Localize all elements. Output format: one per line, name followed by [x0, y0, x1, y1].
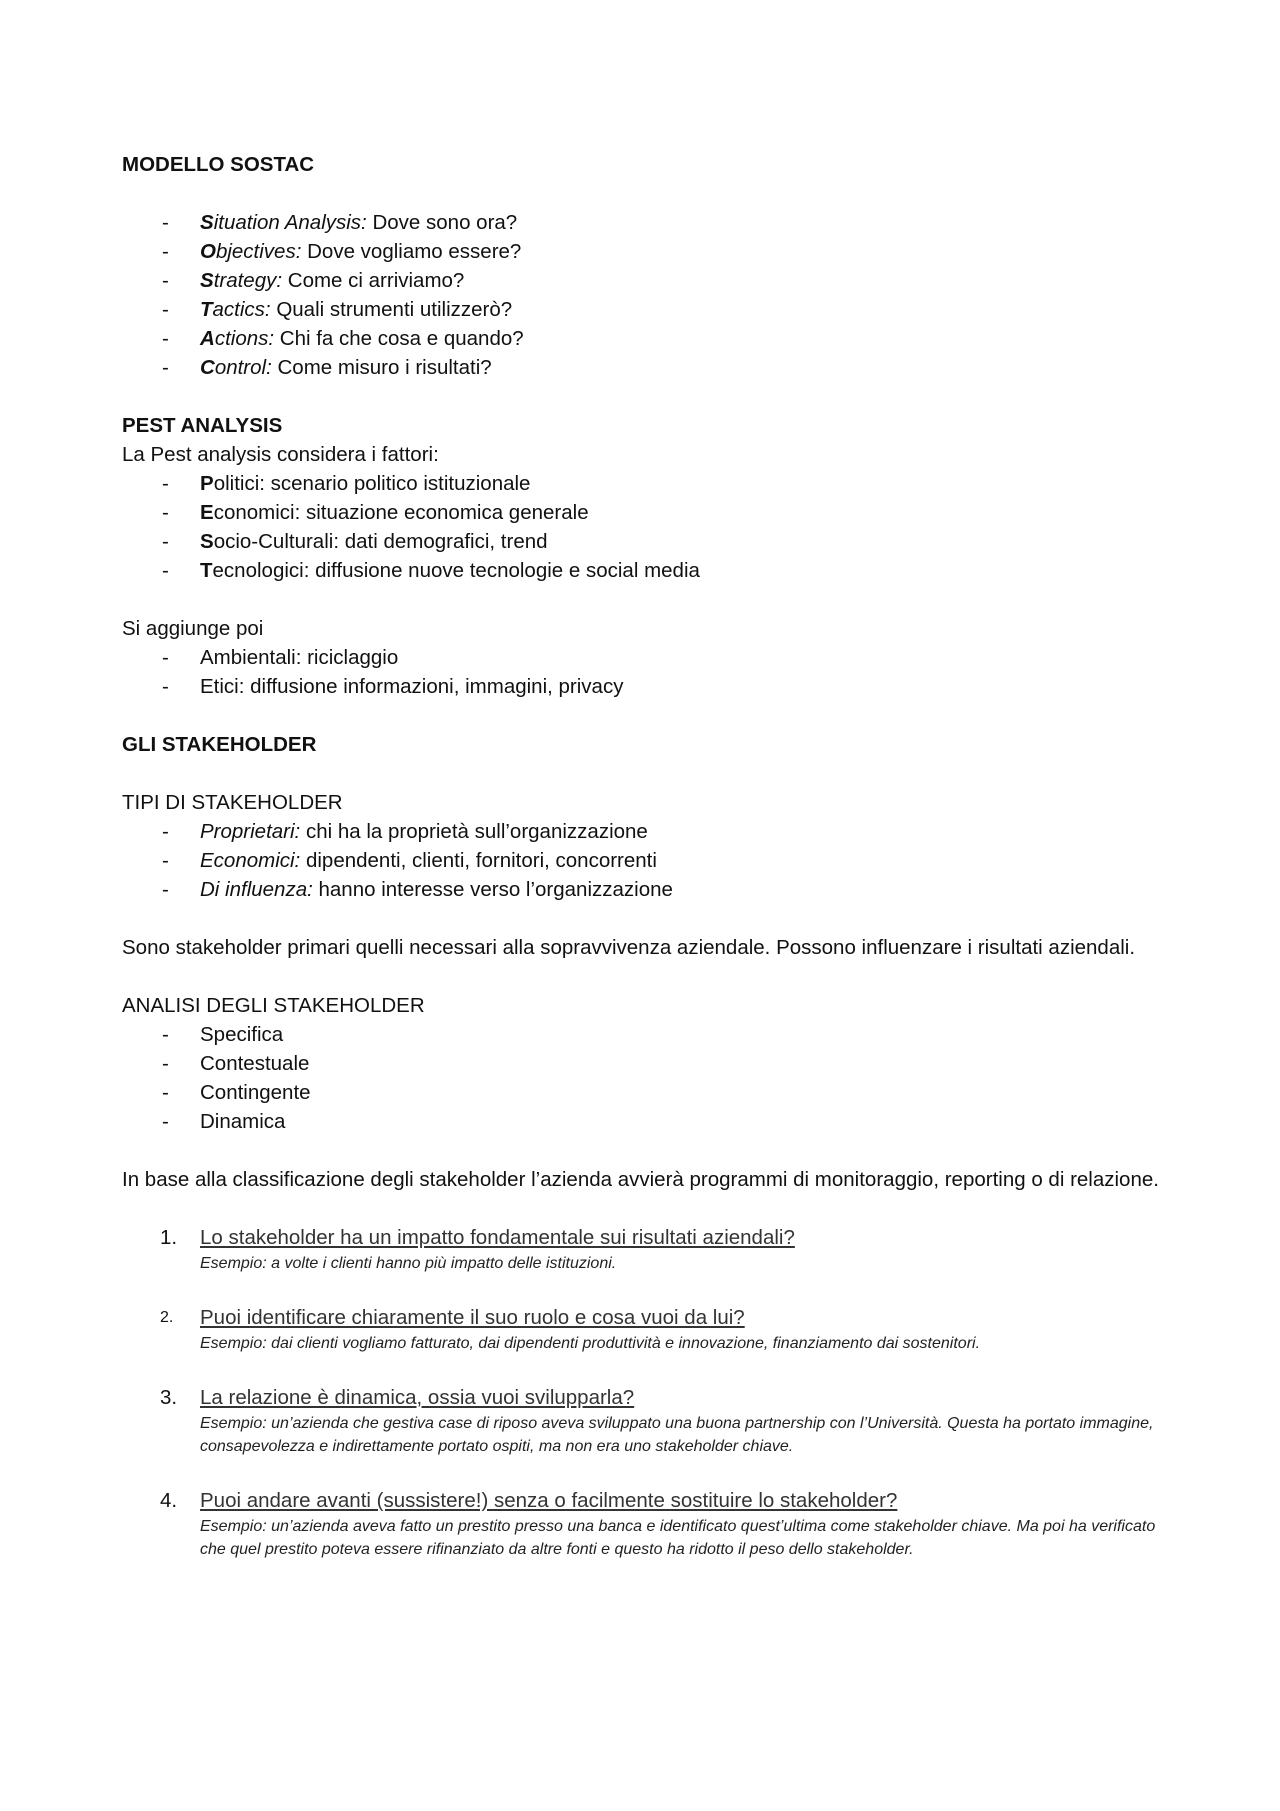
- list-item: - Control: Come misuro i risultati?: [122, 353, 1162, 382]
- stakeholder-questions-list: [122, 1223, 1162, 1561]
- question-item: [122, 1486, 1162, 1561]
- list-item: - Socio-Culturali: dati demografici, trend: [122, 527, 1162, 556]
- list-item: - Dinamica: [122, 1107, 1162, 1136]
- question-text: Puoi andare avanti (sussistere!) senza o facilmente sostituire lo stakeholder?: [200, 1489, 898, 1512]
- question-example: Esempio: un’azienda che gestiva case di riposo aveva sviluppato una buona partnership con l’Università. Questa ha portato immagine, consapevolezza e indirettamente portato ospiti, ma non era uno stakeholder chiave.: [200, 1415, 1154, 1455]
- question-item: [122, 1223, 1162, 1275]
- question-example: Esempio: un’azienda aveva fatto un prestito presso una banca e identificato quest’ultima come stakeholder chiave. Ma poi ha verificato che quel prestito poteva essere rifinanziato da altre fonti e questo ha ridotto il peso dello stakeholder.: [200, 1518, 1156, 1558]
- list-item: - Economici: situazione economica generale: [122, 498, 1162, 527]
- list-item: - Contestuale: [122, 1049, 1162, 1078]
- list-item: - Situation Analysis: Dove sono ora?: [122, 208, 1162, 237]
- stakeholder-heading: GLI STAKEHOLDER: [122, 733, 317, 756]
- pest-heading: PEST ANALYSIS: [122, 414, 283, 437]
- document-page: [122, 150, 1162, 1589]
- list-item: - Strategy: Come ci arriviamo?: [122, 266, 1162, 295]
- pest-list: [122, 469, 1162, 585]
- question-text: Puoi identificare chiaramente il suo ruolo e cosa vuoi da lui?: [200, 1306, 745, 1329]
- question-example: Esempio: dai clienti vogliamo fatturato, dai dipendenti produttività e innovazione, finanziamento dai sostenitori.: [200, 1335, 981, 1352]
- classification-paragraph: In base alla classificazione degli stakeholder l’azienda avvierà programmi di monitoraggio, reporting o di relazione.: [122, 1168, 1159, 1191]
- question-item: [122, 1303, 1162, 1355]
- list-item: - Contingente: [122, 1078, 1162, 1107]
- pest-intro: La Pest analysis considera i fattori:: [122, 443, 439, 466]
- list-item: - Etici: diffusione informazioni, immagini, privacy: [122, 672, 1162, 701]
- list-item: - Tecnologici: diffusione nuove tecnologie e social media: [122, 556, 1162, 585]
- question-item: [122, 1383, 1162, 1458]
- question-number: 1.: [160, 1226, 178, 1249]
- list-item: - Proprietari: chi ha la proprietà sull’organizzazione: [122, 817, 1162, 846]
- stakeholder-analysis-title: ANALISI DEGLI STAKEHOLDER: [122, 994, 425, 1017]
- list-item: - Tactics: Quali strumenti utilizzerò?: [122, 295, 1162, 324]
- list-item: - Politici: scenario politico istituzionale: [122, 469, 1162, 498]
- pest-extra-intro: Si aggiunge poi: [122, 617, 264, 640]
- list-item: - Actions: Chi fa che cosa e quando?: [122, 324, 1162, 353]
- list-item: - Ambientali: riciclaggio: [122, 643, 1162, 672]
- stakeholder-analysis-list: [122, 1020, 1162, 1136]
- sostac-list: [122, 208, 1162, 382]
- stakeholder-types-title: TIPI DI STAKEHOLDER: [122, 791, 343, 814]
- list-item: - Objectives: Dove vogliamo essere?: [122, 237, 1162, 266]
- question-text: La relazione è dinamica, ossia vuoi svilupparla?: [200, 1386, 635, 1409]
- list-item: - Di influenza: hanno interesse verso l’organizzazione: [122, 875, 1162, 904]
- list-item: - Specifica: [122, 1020, 1162, 1049]
- question-text: Lo stakeholder ha un impatto fondamentale sui risultati aziendali?: [200, 1226, 795, 1249]
- sostac-heading: MODELLO SOSTAC: [122, 153, 315, 176]
- question-number: 2.: [160, 1309, 174, 1326]
- list-item: - Economici: dipendenti, clienti, fornitori, concorrenti: [122, 846, 1162, 875]
- question-number: 3.: [160, 1386, 178, 1409]
- question-number: 4.: [160, 1489, 178, 1512]
- question-example: Esempio: a volte i clienti hanno più impatto delle istituzioni.: [200, 1255, 617, 1272]
- pest-extra-list: [122, 643, 1162, 701]
- stakeholder-types-list: [122, 817, 1162, 904]
- primary-stakeholder-paragraph: Sono stakeholder primari quelli necessari alla sopravvivenza aziendale. Possono influenzare i risultati aziendali.: [122, 936, 1136, 959]
